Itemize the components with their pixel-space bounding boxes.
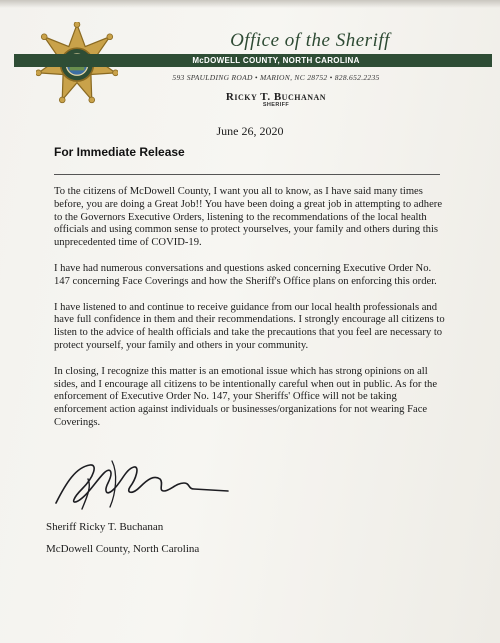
signature-name: Sheriff Ricky T. Buchanan — [46, 521, 164, 533]
handwritten-signature — [52, 453, 232, 515]
release-heading: For Immediate Release — [54, 145, 185, 159]
paragraph: In closing, I recognize this matter is an emotional issue which has strong opinions on all sides, and I encourage all citizens to be intentionally careful when out in public. As for the enforcement of Executive Order No. 147, your Sheriffs' Office will not be taking enforcement action against individuals or businesses/organizations for not wearing Face Coverings. — [54, 365, 438, 428]
letter-body — [54, 186, 446, 443]
divider — [54, 174, 440, 175]
page-edge-shadow — [0, 0, 500, 8]
office-title: Office of the Sheriff — [230, 30, 390, 51]
sheriff-name: Ricky T. Buchanan — [225, 91, 327, 103]
county-banner: McDOWELL COUNTY, NORTH CAROLINA — [192, 56, 360, 65]
letter-date: June 26, 2020 — [216, 124, 284, 138]
paragraph: I have had numerous conversations and questions asked concerning Executive Order No. 147 concerning Face Coverings and how the Sheriff's Office plans on enforcing this order. — [54, 262, 437, 287]
paragraph: I have listened to and continue to receive guidance from our local health professionals and have full confidence in them and their recommendations. I strongly encourage all citizens to listen to the advice of health officials and take the precautions that you feel are necessary to protect yourself, your family and others in your community. — [54, 301, 445, 351]
sheriff-title: SHERIFF — [262, 102, 290, 108]
paragraph: To the citizens of McDowell County, I want you all to know, as I have said many times before, you are doing a Great Job!! You have been doing a great job in attempting to adhere to the Governors Executive Orders, listening to the recommendations of the local health officials and using common sense to protect yourselves, your family and others during this unprecedented time of COVID-19. — [54, 186, 443, 249]
signature-county: McDowell County, North Carolina — [46, 543, 200, 555]
office-address: 593 SPAULDING ROAD • MARION, NC 28752 • 828.652.2235 — [172, 73, 380, 82]
